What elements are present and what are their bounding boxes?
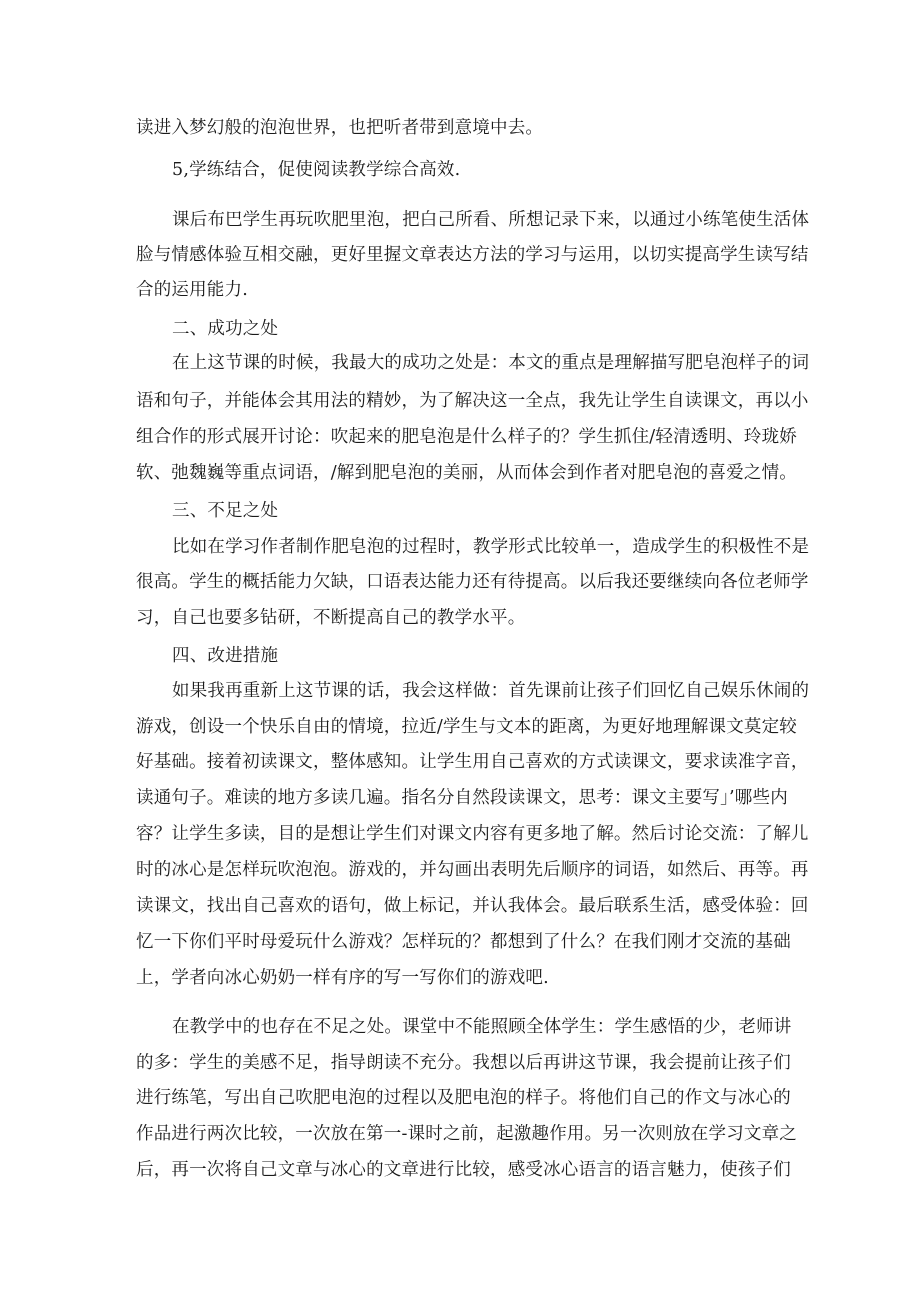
text-line: 忆一下你们平时母爱玩什么游戏？怎样玩的？都想到了什么？在我们刚才交流的基础 bbox=[136, 932, 791, 952]
text-line: 后，再一次将自己文章与冰心的文章进行比较，感受冰心语言的语言魅力，使孩子们 bbox=[136, 1160, 791, 1180]
text-line: 在教学中的也存在不足之处。课堂中不能照顾全体学生：学生感悟的少，老师讲 bbox=[172, 1017, 792, 1037]
text-line: 读课文，找出自己喜欢的语句，做上标记，并认我体会。最后联系生活，感受体验：回 bbox=[136, 896, 809, 916]
text-line: 比如在学习作者制作肥皂泡的过程时，教学形式比较单一，造成学生的积极性不是 bbox=[172, 537, 810, 557]
text-line: 脸与情感体验互相交融，更好里握文章表达方法的学习与运用，以切实提高学生读写结 bbox=[136, 245, 809, 265]
text-line: 上，学者向冰心奶奶一样有序的写一写你们的游戏吧. bbox=[136, 968, 549, 988]
numbered-point: 5,学练结合，促使阅读教学综合高效. bbox=[172, 160, 461, 180]
text-line: 合的运用能力. bbox=[136, 280, 248, 300]
text-line: 习，自己也要多钻研，不断提高自己的教学水平。 bbox=[136, 608, 526, 628]
text-line: 作品进行两次比较，一次放在第一-课时之前，起激趣作用。另一次则放在学习文章之 bbox=[136, 1124, 798, 1144]
text-line: 很高。学生的概括能力欠缺，口语表达能力还有待提高。以后我还要继续向各位老师学 bbox=[136, 572, 809, 592]
text-line: 游戏，创设一个快乐自由的情境，拉近/学生与文本的距离，为更好地理解课文莫定较 bbox=[136, 717, 797, 737]
section-heading: 二、成功之处 bbox=[172, 319, 279, 339]
text-line: 语和句子，并能体会其用法的精妙，为了解决这一全点，我先让学生自读课文，再以小 bbox=[136, 391, 809, 411]
text-line: 在上这节课的时候，我最大的成功之处是：本文的重点是理解描写肥皂泡样子的词 bbox=[172, 353, 810, 373]
text-line: 好基础。接着初读课文，整体感知。让学生用自己喜欢的方式读课文，要求读准字音， bbox=[136, 752, 809, 772]
text-line: 读通句子。难读的地方多读几遍。指名分自然段读课文，思考：课文主要写」’哪些内 bbox=[136, 788, 788, 808]
text-line: 课后布巴学生再玩吹肥里泡，把白己所看、所想记录下来，以通过小练笔使生活体 bbox=[172, 210, 810, 230]
section-heading: 三、不足之处 bbox=[172, 501, 279, 521]
text-line: 进行练笔，写出自己吹肥电泡的过程以及肥电泡的样子。将他们自己的作文与冰心的 bbox=[136, 1088, 791, 1108]
text-line: 容？让学生多读，目的是想让学生们对课文内容有更多地了解。然后讨论交流：了解儿 bbox=[136, 824, 809, 844]
text-line: 读进入梦幻般的泡泡世界，也把听者带到意境中去。 bbox=[136, 118, 544, 138]
text-line: 如果我再重新上这节课的话，我会这样做：首先课前让孩子们回忆自己娱乐休闹的 bbox=[172, 681, 810, 701]
text-line: 软、弛魏巍等重点词语，/解到肥皂泡的美丽，从而体会到作者对肥皂泡的喜爱之情。 bbox=[136, 463, 797, 483]
text-line: 的多：学生的美感不足，指导朗读不充分。我想以后再讲这节课，我会提前让孩子们 bbox=[136, 1053, 791, 1073]
section-heading: 四、改进措施 bbox=[172, 646, 279, 666]
text-line: 时的冰心是怎样玩吹泡泡。游戏的，并勾画出表明先后顺序的词语，如然后、再等。再 bbox=[136, 860, 809, 880]
text-line: 组合作的形式展开讨论：吹起来的肥皂泡是什么样子的？学生抓住/轻清透明、玲珑娇 bbox=[136, 427, 797, 447]
